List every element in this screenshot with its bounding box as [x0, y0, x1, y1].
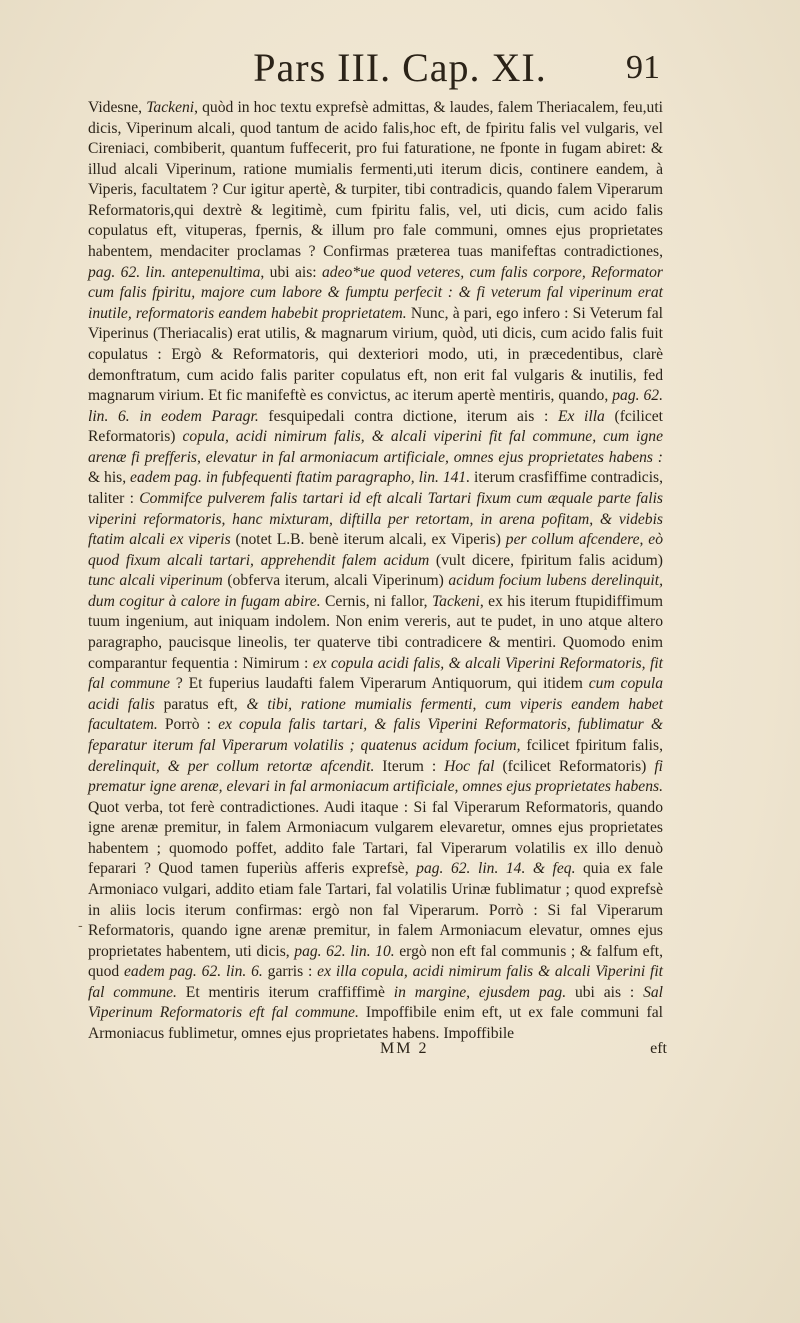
signature-mark: MM 2	[380, 1040, 429, 1057]
running-head: Pars III. Cap. XI.	[253, 45, 547, 90]
catchword: eft	[650, 1040, 667, 1057]
body-text: Videsne, Tackeni, quòd in hoc textu exprefsè admittas, & laudes, falem Theriacalem, feu,uti dicis, Viperinum alcali, quod tantum de acido falis,hoc eft, de fpiritu falis vel vulgaris, vel Cireniaci, combiberit, quantum fuffecerit, pro fui faturatione, ne fponte in fugam abiret: & illud alcali Viperinum, ratione mumialis fermenti,uti iterum dicis, continere eandem, à Viperis, facultatem ? Cur igitur apertè, & turpiter, tibi contradicis, quando falem Viperarum Reformatoris,qui dextrè & legitimè, cum fpiritu falis, vel, uti dicis, cum acido falis copulatus eft, vituperas, fpernis, & illum pro fale communi, omnes ejus proprietates habentem, mendaciter proclamas ? Confirmas præterea tuas manifeftas contradictiones, pag. 62. lin. antepenultima, ubi ais: adeo*ue quod veteres, cum falis corpore, Reformator cum falis fpiritu, majore cum labore & fumptu perfecit : & fi veterum fal viperinum erat inutile, reformatoris eandem habebit proprietatem. Nunc, à pari, ego infero : Si Veterum fal Viperinus (Theriacalis) erat utilis, & magnarum virium, quòd, uti dicis, cum acido falis fuit copulatus : Ergò & Reformatoris, qui dexteriori modo, uti, in præcedentibus, clarè demonftratum, cum acido falis pariter copulatus eft, non erit fal vulgaris & inutilis, fed magnarum virium. Et fic manifeftè es convictus, ac iterum apertè mentiris, quando, pag. 62. lin. 6. in eodem Paragr. fesquipedali contra dictione, iterum ais : Ex illa (fcilicet Reformatoris) copula, acidi nimirum falis, & alcali viperini fit fal commune, cum igne arenæ fi prefferis, elevatur in fal armoniacum artificiale, omnes ejus proprietates habens : & his, eadem pag. in fubfequenti ftatim paragrapho, lin. 141. iterum crasfiffime contradicis, taliter : Commifce pulverem falis tartari id eft alcali Tartari fixum cum æquale parte falis viperini reformatoris, hanc mixturam, diftilla per retortam, in arena pofitam, & videbis ftatim alcali ex viperis (notet L.B. benè iterum alcali, ex Viperis) per collum afcendere, eò quod fixum alcali tartari, apprehendit falem acidum (vult dicere, fpiritum falis acidum) tunc alcali viperinum (obferva iterum, alcali Viperinum) acidum focium lubens derelinquit, dum cogitur à calore in fugam abire. Cernis, ni fallor, Tackeni, ex his iterum ftupidiffimum tuum ingenium, aut iniquam indolem. Non enim vereris, aut te pudet, in uno atque altero paragrapho, paucisque lineolis, ter quaterve tibi contradicere & mentiri. Quomodo enim comparantur fequentia : Nimirum : ex copula acidi falis, & alcali Viperini Reformatoris, fit fal commune ? Et fuperius laudafti falem Viperarum Antiquorum, qui itidem cum copula acidi falis paratus eft, & tibi, ratione mumialis fermenti, cum viperis eandem habet facultatem. Porrò : ex copula falis tartari, & falis Viperini Reformatoris, fublimatur & feparatur iterum fal Viperarum volatilis ; quatenus acidum focium, fcilicet fpiritum falis, derelinquit, & per collum retortæ afcendit. Iterum : Hoc fal (fcilicet Reformatoris) fi prematur igne arenæ, elevari in fal armoniacum artificiale, omnes ejus proprietates habens. Quot verba, tot ferè contradictiones. Audi itaque : Si fal Viperarum Reformatoris, quando igne arenæ premitur, in falem Armoniacum vulgarem elevaretur, omnes ejus proprietates habentem ; quomodo poffet, addito fale Tartari, fal Viperarum volatilis ex illo denuò feparari ? Quod tamen fuperiùs afferis exprefsè, pag. 62. lin. 14. & feq. quia ex fale Armoniaco vulgari, addito etiam fale Tartari, fal volatilis Urinæ fublimatur ; quod exprefsè in aliis locis iterum confirmas: ergò non fal Viperarum. Porrò : Si fal Viperarum Reformatoris, quando igne arenæ premitur, in falem Armoniacum elevatur, omnes ejus proprietates habentem, uti dicis, pag. 62. lin. 10. ergò non eft fal communis ; & falfum eft, quod eadem pag. 62. lin. 6. garris : ex illa copula, acidi nimirum falis & alcali Viperini fit fal commune. Et mentiris iterum craffiffimè in margine, ejusdem pag. ubi ais : Sal Viperinum Reformatoris eft fal commune. Impoffibile enim eft, ut ex fale communi fal Armoniacus fublimetur, omnes ejus proprietates habens. Impoffibile	[88, 99, 664, 1043]
page-number: 91	[626, 49, 660, 86]
margin-mark: -	[78, 918, 83, 934]
